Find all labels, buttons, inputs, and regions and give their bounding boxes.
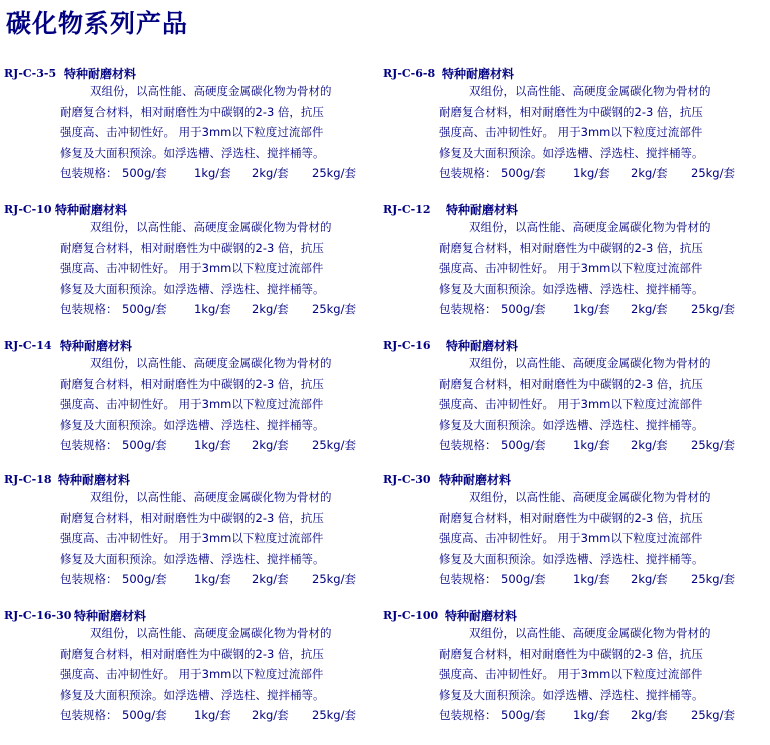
description-line: 修复及大面积预涂。如浮选槽、浮选柱、搅拌桶等。 — [439, 551, 704, 566]
description-line: 耐磨复合材料，相对耐磨性为中碳钢的2-3 倍，抗压 — [60, 510, 324, 525]
packaging-spec — [439, 163, 751, 184]
packaging-size: 500g/套 — [501, 708, 546, 722]
packaging-size: 2kg/套 — [631, 708, 668, 722]
packaging-label: 包装规格： — [60, 166, 118, 180]
description-line: 修复及大面积预涂。如浮选槽、浮选柱、搅拌桶等。 — [439, 145, 704, 160]
description-line: 强度高、击冲韧性好。 用于3mm以下粒度过流部件 — [60, 397, 324, 411]
description-line: 双组份，以高性能、高硬度金属碳化物为骨材的 — [90, 220, 332, 234]
description-line: 耐磨复合材料，相对耐磨性为中碳钢的2-3 倍，抗压 — [439, 646, 703, 661]
description-line: 耐磨复合材料，相对耐磨性为中碳钢的2-3 倍，抗压 — [439, 240, 703, 255]
product-name: 特种耐磨材料 — [446, 203, 519, 217]
description-line: 修复及大面积预涂。如浮选槽、浮选柱、搅拌桶等。 — [60, 551, 325, 566]
description-line: 强度高、击冲韧性好。 用于3mm以下粒度过流部件 — [439, 397, 703, 411]
product-description — [60, 353, 372, 456]
product-description — [60, 487, 372, 590]
packaging-size: 25kg/套 — [691, 572, 735, 586]
description-line: 耐磨复合材料，相对耐磨性为中碳钢的2-3 倍，抗压 — [439, 510, 703, 525]
packaging-size: 2kg/套 — [631, 302, 668, 316]
description-line: 双组份，以高性能、高硬度金属碳化物为骨材的 — [90, 490, 332, 504]
product-block — [379, 473, 764, 609]
product-block — [379, 339, 764, 475]
description-line: 强度高、击冲韧性好。 用于3mm以下粒度过流部件 — [439, 667, 703, 681]
packaging-size: 500g/套 — [122, 708, 167, 722]
packaging-size: 25kg/套 — [691, 302, 735, 316]
description-line: 耐磨复合材料，相对耐磨性为中碳钢的2-3 倍，抗压 — [439, 104, 703, 119]
packaging-size: 2kg/套 — [631, 438, 668, 452]
packaging-size: 1kg/套 — [573, 302, 610, 316]
packaging-size: 1kg/套 — [573, 438, 610, 452]
description-line: 双组份，以高性能、高硬度金属碳化物为骨材的 — [469, 490, 711, 504]
packaging-size: 500g/套 — [122, 166, 167, 180]
packaging-size: 25kg/套 — [312, 708, 356, 722]
product-block — [0, 339, 385, 475]
packaging-size: 500g/套 — [501, 572, 546, 586]
product-name: 特种耐磨材料 — [55, 203, 128, 217]
description-line: 双组份，以高性能、高硬度金属碳化物为骨材的 — [469, 626, 711, 640]
packaging-size: 25kg/套 — [691, 708, 735, 722]
product-block — [379, 609, 764, 745]
product-code: RJ-C-12 — [383, 203, 431, 216]
product-description — [439, 487, 751, 590]
product-name: 特种耐磨材料 — [60, 339, 133, 353]
packaging-label: 包装规格： — [439, 438, 497, 452]
packaging-size: 1kg/套 — [194, 572, 231, 586]
packaging-size: 500g/套 — [122, 572, 167, 586]
packaging-size: 500g/套 — [501, 166, 546, 180]
packaging-size: 1kg/套 — [194, 302, 231, 316]
packaging-spec — [439, 705, 751, 726]
packaging-size: 500g/套 — [122, 302, 167, 316]
description-line: 强度高、击冲韧性好。 用于3mm以下粒度过流部件 — [60, 531, 324, 545]
product-code: RJ-C-10 — [4, 203, 52, 216]
packaging-spec — [60, 569, 372, 590]
description-line: 双组份，以高性能、高硬度金属碳化物为骨材的 — [469, 220, 711, 234]
product-name: 特种耐磨材料 — [446, 339, 519, 353]
packaging-label: 包装规格： — [439, 166, 497, 180]
packaging-label: 包装规格： — [60, 438, 118, 452]
description-line: 耐磨复合材料，相对耐磨性为中碳钢的2-3 倍，抗压 — [439, 376, 703, 391]
product-name: 特种耐磨材料 — [74, 609, 147, 623]
product-description — [439, 623, 751, 726]
description-line: 双组份，以高性能、高硬度金属碳化物为骨材的 — [90, 356, 332, 370]
description-line: 耐磨复合材料，相对耐磨性为中碳钢的2-3 倍，抗压 — [60, 104, 324, 119]
product-name: 特种耐磨材料 — [445, 609, 518, 623]
product-name: 特种耐磨材料 — [64, 67, 137, 81]
product-description — [439, 81, 751, 184]
description-line: 双组份，以高性能、高硬度金属碳化物为骨材的 — [469, 84, 711, 98]
packaging-spec — [60, 163, 372, 184]
packaging-spec — [439, 299, 751, 320]
description-line: 双组份，以高性能、高硬度金属碳化物为骨材的 — [90, 626, 332, 640]
product-code: RJ-C-18 — [4, 473, 52, 486]
description-line: 修复及大面积预涂。如浮选槽、浮选柱、搅拌桶等。 — [439, 281, 704, 296]
packaging-size: 2kg/套 — [252, 708, 289, 722]
packaging-size: 25kg/套 — [312, 438, 356, 452]
description-line: 强度高、击冲韧性好。 用于3mm以下粒度过流部件 — [439, 531, 703, 545]
packaging-size: 25kg/套 — [312, 166, 356, 180]
packaging-size: 25kg/套 — [691, 166, 735, 180]
product-code: RJ-C-6-8 — [383, 67, 436, 80]
description-line: 强度高、击冲韧性好。 用于3mm以下粒度过流部件 — [439, 125, 703, 139]
packaging-size: 2kg/套 — [252, 438, 289, 452]
page-title: 碳化物系列产品 — [6, 9, 189, 38]
product-block — [0, 609, 385, 745]
product-code: RJ-C-16-30 — [4, 609, 72, 622]
packaging-label: 包装规格： — [439, 302, 497, 316]
product-description — [60, 217, 372, 320]
packaging-size: 25kg/套 — [312, 302, 356, 316]
packaging-spec — [60, 435, 372, 456]
packaging-size: 25kg/套 — [691, 438, 735, 452]
description-line: 耐磨复合材料，相对耐磨性为中碳钢的2-3 倍，抗压 — [60, 376, 324, 391]
product-code: RJ-C-3-5 — [4, 67, 57, 80]
product-code: RJ-C-100 — [383, 609, 439, 622]
product-block — [379, 203, 764, 339]
packaging-size: 1kg/套 — [194, 708, 231, 722]
description-line: 强度高、击冲韧性好。 用于3mm以下粒度过流部件 — [439, 261, 703, 275]
description-line: 双组份，以高性能、高硬度金属碳化物为骨材的 — [90, 84, 332, 98]
packaging-size: 500g/套 — [122, 438, 167, 452]
packaging-size: 1kg/套 — [573, 166, 610, 180]
product-code: RJ-C-16 — [383, 339, 431, 352]
packaging-size: 2kg/套 — [631, 166, 668, 180]
product-code: RJ-C-14 — [4, 339, 52, 352]
packaging-size: 1kg/套 — [194, 166, 231, 180]
product-block — [379, 67, 764, 203]
product-block — [0, 67, 385, 203]
product-block — [0, 473, 385, 609]
packaging-label: 包装规格： — [60, 572, 118, 586]
product-description — [439, 353, 751, 456]
packaging-label: 包装规格： — [439, 708, 497, 722]
packaging-spec — [439, 569, 751, 590]
description-line: 强度高、击冲韧性好。 用于3mm以下粒度过流部件 — [60, 667, 324, 681]
packaging-size: 500g/套 — [501, 438, 546, 452]
packaging-spec — [439, 435, 751, 456]
packaging-size: 1kg/套 — [573, 572, 610, 586]
product-name: 特种耐磨材料 — [58, 473, 131, 487]
description-line: 修复及大面积预涂。如浮选槽、浮选柱、搅拌桶等。 — [60, 281, 325, 296]
product-name: 特种耐磨材料 — [442, 67, 515, 81]
description-line: 修复及大面积预涂。如浮选槽、浮选柱、搅拌桶等。 — [60, 687, 325, 702]
packaging-label: 包装规格： — [439, 572, 497, 586]
packaging-size: 2kg/套 — [252, 572, 289, 586]
packaging-size: 1kg/套 — [194, 438, 231, 452]
packaging-size: 25kg/套 — [312, 572, 356, 586]
product-block — [0, 203, 385, 339]
product-description — [60, 81, 372, 184]
description-line: 修复及大面积预涂。如浮选槽、浮选柱、搅拌桶等。 — [60, 145, 325, 160]
description-line: 耐磨复合材料，相对耐磨性为中碳钢的2-3 倍，抗压 — [60, 240, 324, 255]
product-description — [439, 217, 751, 320]
packaging-label: 包装规格： — [60, 708, 118, 722]
description-line: 修复及大面积预涂。如浮选槽、浮选柱、搅拌桶等。 — [439, 687, 704, 702]
description-line: 修复及大面积预涂。如浮选槽、浮选柱、搅拌桶等。 — [60, 417, 325, 432]
packaging-spec — [60, 299, 372, 320]
product-code: RJ-C-30 — [383, 473, 431, 486]
product-description — [60, 623, 372, 726]
packaging-size: 2kg/套 — [252, 302, 289, 316]
packaging-size: 1kg/套 — [573, 708, 610, 722]
packaging-size: 2kg/套 — [631, 572, 668, 586]
description-line: 强度高、击冲韧性好。 用于3mm以下粒度过流部件 — [60, 125, 324, 139]
packaging-spec — [60, 705, 372, 726]
description-line: 修复及大面积预涂。如浮选槽、浮选柱、搅拌桶等。 — [439, 417, 704, 432]
description-line: 强度高、击冲韧性好。 用于3mm以下粒度过流部件 — [60, 261, 324, 275]
product-name: 特种耐磨材料 — [439, 473, 512, 487]
packaging-size: 500g/套 — [501, 302, 546, 316]
packaging-size: 2kg/套 — [252, 166, 289, 180]
description-line: 双组份，以高性能、高硬度金属碳化物为骨材的 — [469, 356, 711, 370]
packaging-label: 包装规格： — [60, 302, 118, 316]
description-line: 耐磨复合材料，相对耐磨性为中碳钢的2-3 倍，抗压 — [60, 646, 324, 661]
